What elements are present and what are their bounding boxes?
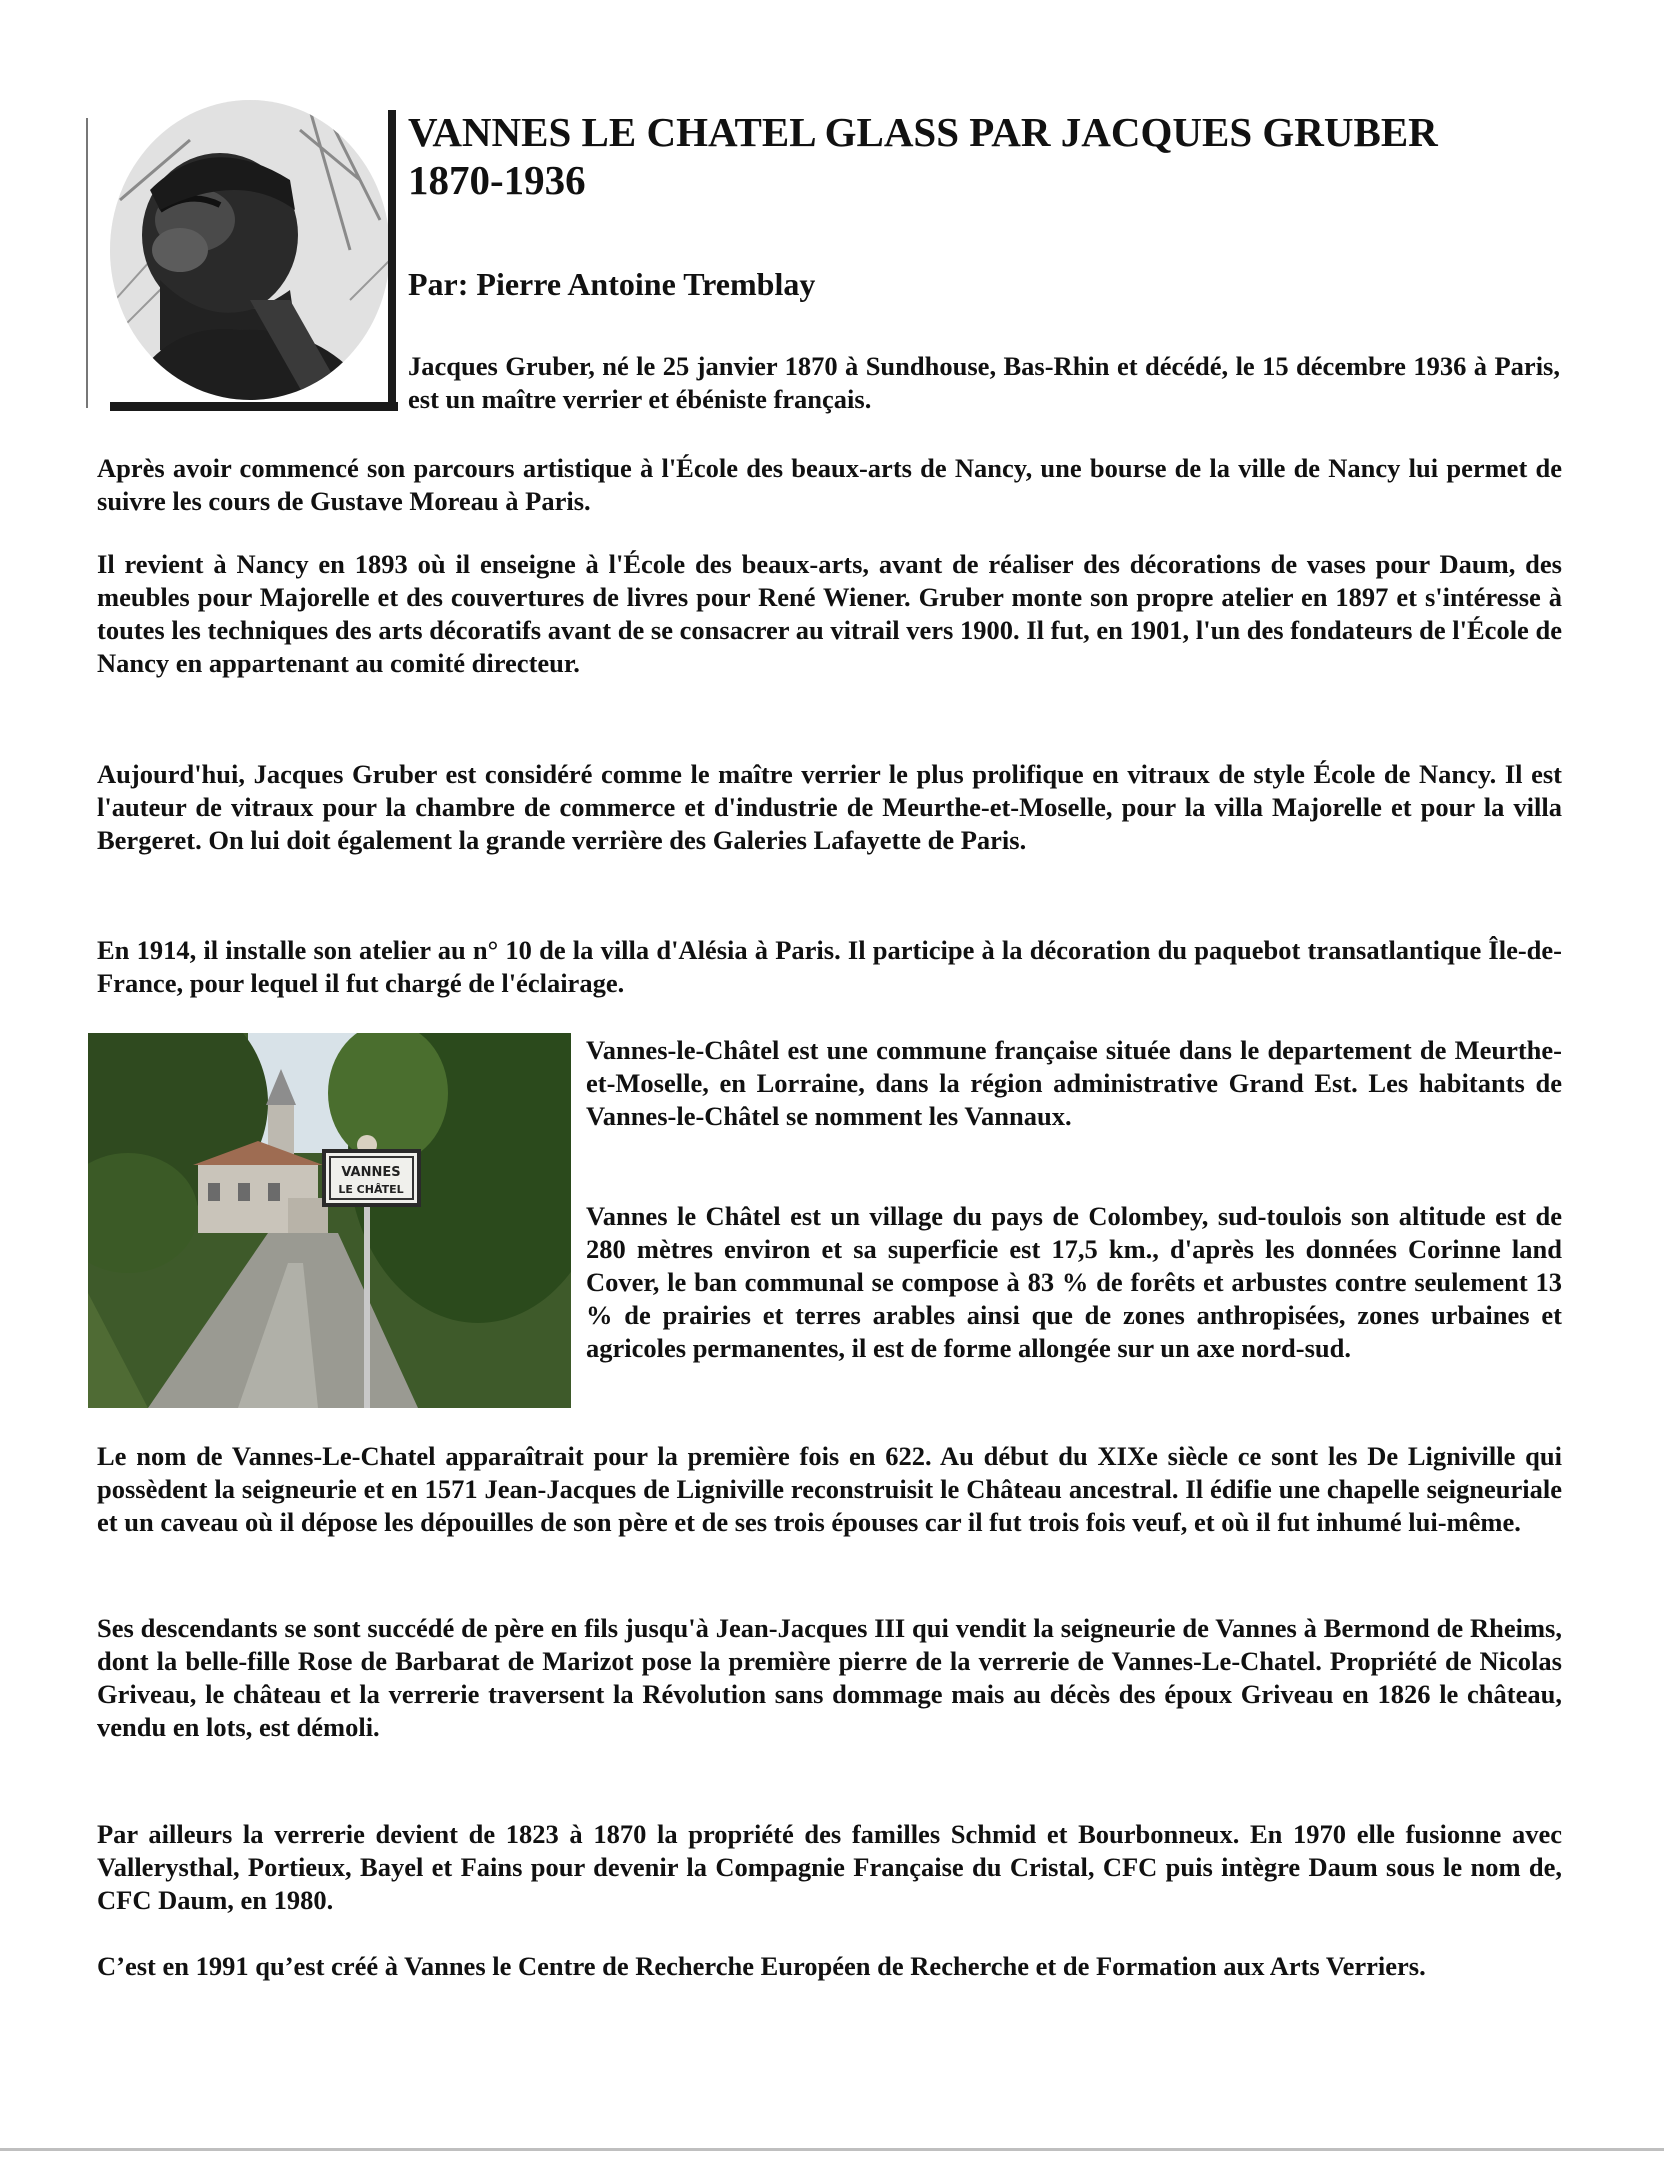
paragraph-history: Le nom de Vannes-Le-Chatel apparaîtrait pour la première fois en 622. Au début du XIXe siècle ce sont les De Ligniville qui possèdent la seigneurie et en 1571 Jean-Jacques de Ligniville reconstruisit le Château ancestral. Il édifie une chapelle seigneuriale et un caveau où il dépose les dépouilles de son père et de ses trois épouses car il fut trois fois veuf, et où il fut inhumé lui-même. (97, 1441, 1562, 1537)
title-line-2: 1870-1936 (408, 157, 586, 203)
village-sign-text-2: LE CHÂTEL (338, 1183, 404, 1196)
page-bottom-rule (0, 2148, 1664, 2151)
author-portrait (86, 100, 398, 410)
portrait-border-right (388, 110, 396, 410)
paragraph-career: Il revient à Nancy en 1893 où il enseigne à l'École des beaux-arts, avant de réaliser des décorations de vases pour Daum, des meubles pour Majorelle et des couvertures de livres pour René Wiener. Gruber monte son propre atelier en 1897 et s'intéresse à toutes les techniques des arts décoratifs avant de se consacrer au vitrail vers 1900. Il fut, en 1901, l'un des fondateurs de l'École de Nancy en appartenant au comité directeur. (97, 549, 1562, 678)
village-sign-text-1: VANNES (341, 1165, 401, 1180)
page-title (408, 108, 1568, 204)
paragraph-glassworks: Par ailleurs la verrerie devient de 1823 à 1870 la propriété des familles Schmid et Bourbonneux. En 1970 elle fusionne avec Vallerysthal, Portieux, Bayel et Fains pour devenir la Compagnie Française du Cristal, CFC puis intègre Daum sous le nom de, CFC Daum, en 1980. (97, 1819, 1562, 1915)
portrait-border-bottom (110, 402, 398, 411)
paragraph-commune: Vannes-le-Châtel est une commune française située dans le departement de Meurthe-et-Moselle, en Lorraine, dans la région administrative Grand Est. Les habitants de Vannes-le-Châtel se nomment les Vannaux. (586, 1035, 1562, 1131)
author-byline: Par: Pierre Antoine Tremblay (408, 266, 816, 302)
portrait-border-left (86, 118, 88, 408)
paragraph-training: Après avoir commencé son parcours artistique à l'École des beaux-arts de Nancy, une bourse de la ville de Nancy lui permet de suivre les cours de Gustave Moreau à Paris. (97, 453, 1562, 516)
paragraph-descendants: Ses descendants se sont succédé de père en fils jusqu'à Jean-Jacques III qui vendit la seigneurie de Vannes à Bermond de Rheims, dont la belle-fille Rose de Barbarat de Marizot pose la première pierre de la verrerie de Vannes-Le-Chatel. Propriété de Nicolas Griveau, le château et la verrerie traversent la Révolution sans dommage mais au décès des époux Griveau en 1826 le château, vendu en lots, est démoli. (97, 1613, 1562, 1742)
paragraph-atelier: En 1914, il installe son atelier au n° 10 de la villa d'Alésia à Paris. Il participe à la décoration du paquebot transatlantique Île-de-France, pour lequel il fut chargé de l'éclairage. (97, 935, 1562, 998)
village-sign-photo-icon (88, 1033, 571, 1408)
paragraph-geography: Vannes le Châtel est un village du pays de Colombey, sud-toulois son altitude est de 280 mètres environ et sa superficie est 17,5 km., d'après les données Corinne land Cover, le ban communal se compose à 83 % de forêts et arbustes contre seulement 13 % de prairies et terres arables ainsi que de zones anthropisées, zones urbaines et agricoles permanentes, il est de forme allongée sur un axe nord-sud. (586, 1201, 1562, 1363)
paragraph-legacy: Aujourd'hui, Jacques Gruber est considéré comme le maître verrier le plus prolifique en vitraux de style École de Nancy. Il est l'auteur de vitraux pour la chambre de commerce et d'industrie de Meurthe-et-Moselle, pour la villa Majorelle et pour la villa Bergeret. On lui doit également la grande verrière des Galeries Lafayette de Paris. (97, 759, 1562, 855)
paragraph-research-centre: C’est en 1991 qu’est créé à Vannes le Centre de Recherche Européen de Recherche et de Formation aux Arts Verriers. (97, 1951, 1426, 1981)
portrait-photo-icon (100, 100, 396, 406)
title-line-1: VANNES LE CHATEL GLASS PAR JACQUES GRUBER (408, 109, 1438, 155)
intro-paragraph: Jacques Gruber, né le 25 janvier 1870 à Sundhouse, Bas-Rhin et décédé, le 15 décembre 1936 à Paris, est un maître verrier et ébéniste français. (408, 351, 1560, 414)
